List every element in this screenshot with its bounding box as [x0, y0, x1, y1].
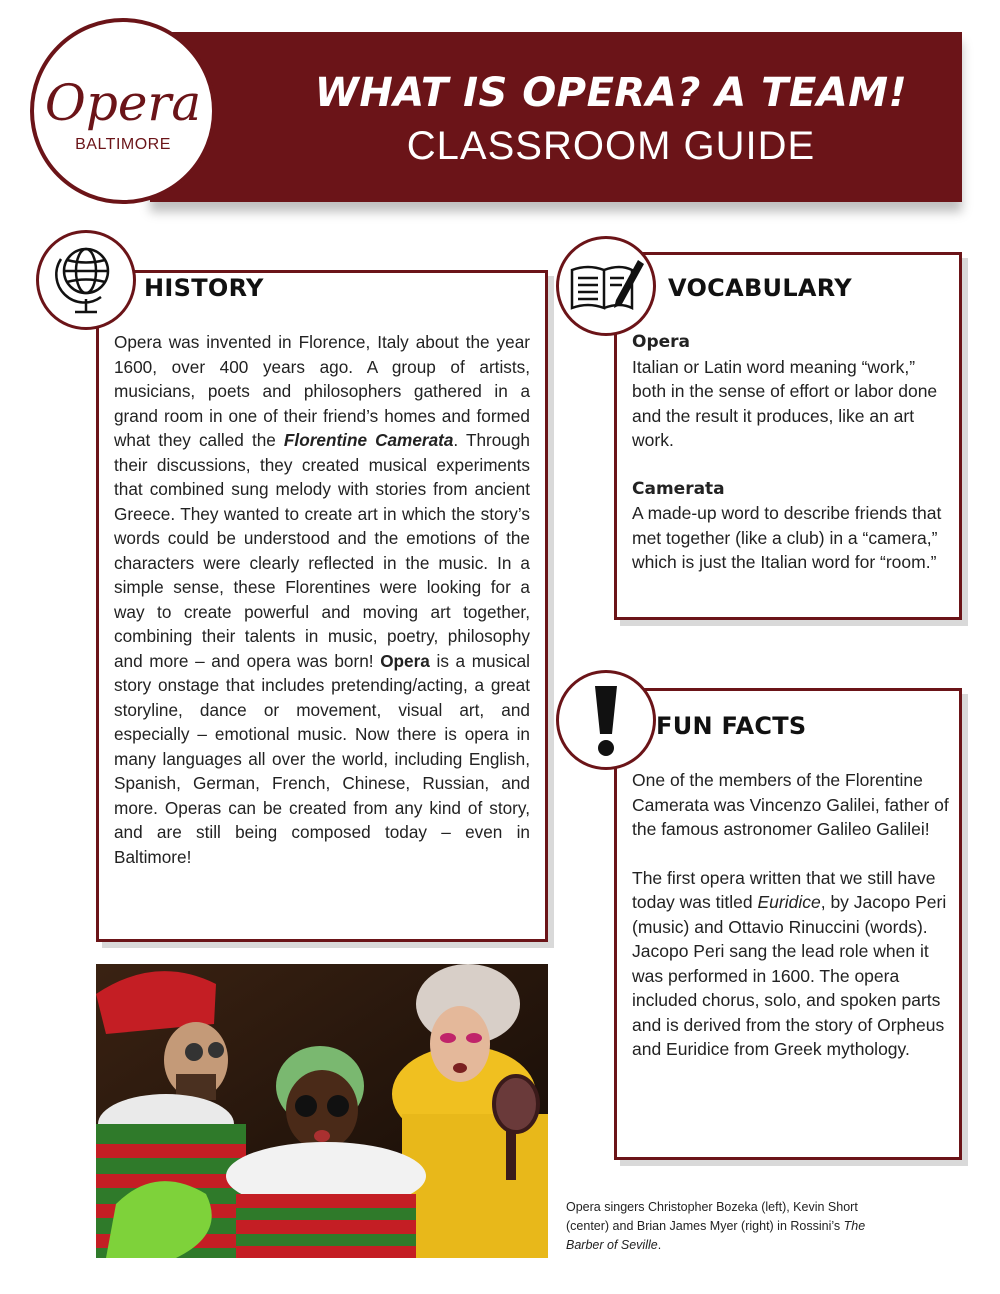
history-text-2: . Through their discussions, they created musical experiments that combined sung melody with stories from ancient Greece. They wanted to create art in which the story’s words could be understood and the emotions of the characters were clearly reflected in the music. In a simple sense, these Florentines were looking for a way to create powerful and moving art together, combining their talents in music, poetry, philosophy and more – and opera was born! — [114, 430, 530, 671]
history-icon-circle — [36, 230, 136, 330]
title-banner — [150, 32, 962, 202]
caption-emphasis: The Barber of Seville — [566, 1219, 866, 1252]
vocab-term-opera: Opera — [632, 332, 691, 352]
vocabulary-icon-circle — [556, 236, 656, 336]
fact-2-emphasis: Euridice — [757, 892, 821, 912]
exclamation-icon — [591, 682, 621, 758]
history-paragraph — [114, 330, 530, 869]
history-text-3: is a musical story onstage that includes pretending/acting, a great storyline, dance or movement, visual art, and especially – emotional music. Now there is opera in many languages all over the world, including English, Spanish, German, French, Chinese, Russian, and more. Operas can be created from any kind of story, and are still being composed today – even in Baltimore! — [114, 650, 530, 867]
opera-singers-illustration — [96, 964, 548, 1258]
caption-text-a: Opera singers Christopher Bozeka (left), Kevin Short (center) and Brian James Myer (right) in Rossini’s — [566, 1200, 858, 1233]
fun-facts-list — [632, 768, 950, 1062]
history-heading: HISTORY — [144, 274, 264, 302]
history-text-emphasis: Florentine Camerata — [283, 430, 454, 450]
page-subtitle: CLASSROOM GUIDE — [406, 124, 816, 168]
history-text-1: Opera was invented in Florence, Italy about the year 1600, over 400 years ago. A group of artists, musicians, poets and philosophers gathered in a grand room in one of their friend’s homes and formed what they called the — [114, 332, 530, 450]
vocab-term-camerata: Camerata — [632, 478, 725, 499]
fact-2-text-a: The first opera written that we still have today was titled — [632, 867, 936, 912]
fact-2-text-b: , by Jacopo Peri (music) and Ottavio Rinuccini (words). Jacopo Peri sang the lead role when it was performed in 1600. The opera included chorus, solo, and spoken parts and is derived from the story of Orpheus and Euridice from Greek mythology. — [632, 892, 947, 1059]
opera-photo — [96, 964, 548, 1258]
fun-facts-heading: FUN FACTS — [656, 712, 807, 740]
opera-baltimore-logo — [30, 18, 216, 204]
logo-wordmark: Opera — [44, 74, 202, 132]
book-pencil-icon — [566, 256, 646, 316]
vocab-def-camerata: A made-up word to describe friends that met together (like a club) in a “camera,” which is just the Italian word for “room.” — [632, 503, 942, 572]
caption-text-b: . — [657, 1238, 662, 1252]
fact-1: One of the members of the Florentine Camerata was Vincenzo Galilei, father of the famous astronomer Galileo Galilei! — [632, 770, 949, 839]
page-title: WHAT IS OPERA? A TEAM! — [314, 70, 908, 116]
vocabulary-heading: VOCABULARY — [668, 274, 852, 302]
vocabulary-list — [632, 330, 942, 575]
vocab-def-opera: Italian or Latin word meaning “work,” both in the sense of effort or labor done and the result it produces, like an art work. — [632, 356, 938, 450]
logo-subtitle: BALTIMORE — [75, 136, 171, 153]
globe-icon — [53, 241, 119, 319]
fact-2 — [632, 866, 950, 1062]
history-text-bold: Opera — [380, 650, 430, 671]
photo-caption — [566, 1198, 886, 1255]
fun-facts-icon-circle — [556, 670, 656, 770]
